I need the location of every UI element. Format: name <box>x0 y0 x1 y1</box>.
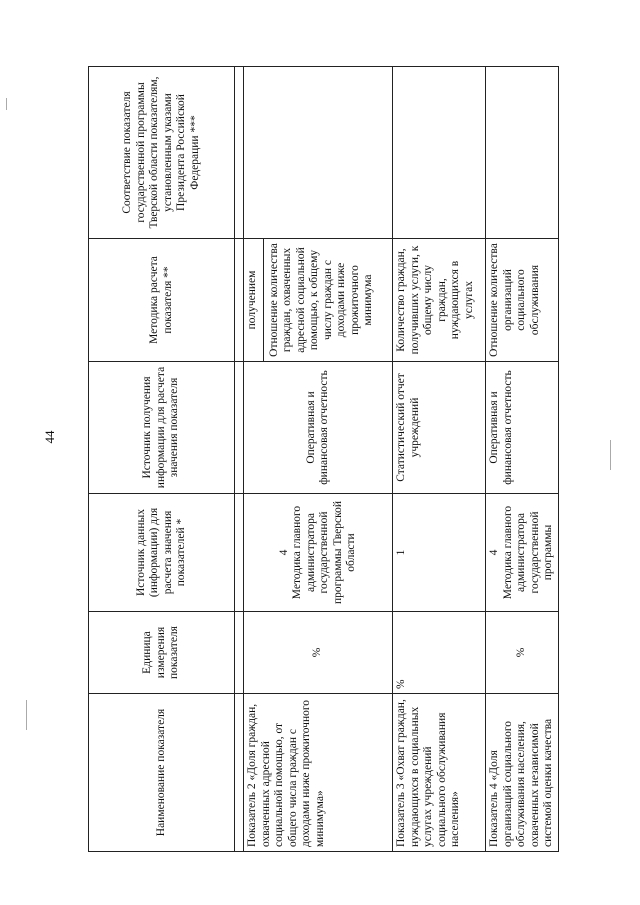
scan-edge-mark <box>610 440 611 470</box>
data-source-code: 1 <box>395 549 407 556</box>
header-indicator-name: Наименование показателя <box>89 694 235 852</box>
data-source-cell <box>486 494 559 612</box>
data-source-cell <box>244 494 393 612</box>
indicator-unit: % <box>486 612 559 694</box>
table-row-separator <box>235 67 244 852</box>
header-data-source: Источник данных (информации) для расчета значения показателей * <box>89 494 235 612</box>
info-source: Оперативная и финансовая отчетность <box>244 362 393 494</box>
method-text: Количество граждан, получивших услуги, к общему числу граждан, нуждающихся в услугах <box>393 239 486 362</box>
data-source-code: 4 <box>277 549 290 556</box>
table-header-row <box>89 67 235 852</box>
method-text: Отношение количества организаций социального обслуживания <box>486 239 559 362</box>
header-info-source: Источник получения информации для расчета значения показателя <box>89 362 235 494</box>
rotated-table-frame <box>88 67 554 852</box>
indicators-table <box>88 66 559 852</box>
method-text: Отношение количества граждан, охваченных адресной социальной помощью, к общему числу граждан с доходами ниже прожиточного минимума <box>267 243 374 357</box>
indicator-name: Показатель 3 «Охват граждан, нуждающихся в социальных услугах учреждений социального обслуживания населения» <box>393 694 486 852</box>
info-source: Статистический отчет учреждений <box>393 362 486 494</box>
data-source-cell <box>393 494 486 612</box>
compliance-cell <box>486 67 559 239</box>
header-compliance: Соответствие показателя государственной программы Тверской области показателям, установленным указами Президента Российской Федерации *** <box>89 67 235 239</box>
scan-edge-mark <box>26 700 27 730</box>
compliance-cell <box>244 67 393 239</box>
indicator-name: Показатель 4 «Доля организаций социального обслуживания населения, охваченных независимой системой оценки качества <box>486 694 559 852</box>
data-source-code: 4 <box>488 549 500 556</box>
compliance-cell <box>393 67 486 239</box>
header-unit: Единица измерения показателя <box>89 612 235 694</box>
indicator-name: Показатель 2 «Доля граждан, охваченных адресной социальной помощью, от общего числа граждан с доходами ниже прожиточного минимума» <box>244 694 393 852</box>
info-source: Оперативная и финансовая отчетность <box>486 362 559 494</box>
header-method: Методика расчета показателя ** <box>89 239 235 362</box>
page-number: 44 <box>42 430 57 444</box>
indicator-unit: % <box>393 612 486 694</box>
method-cell <box>244 239 393 362</box>
method-continuation: получением <box>244 239 264 361</box>
data-source-text: Методика главного администратора государственной программы <box>501 505 554 600</box>
indicator-unit: % <box>244 612 393 694</box>
table-row <box>244 67 393 852</box>
table-row <box>393 67 486 852</box>
scan-edge-mark <box>6 98 7 110</box>
data-source-text: Методика главного администратора государственной программы Тверской области <box>291 500 357 605</box>
table-row <box>486 67 559 852</box>
